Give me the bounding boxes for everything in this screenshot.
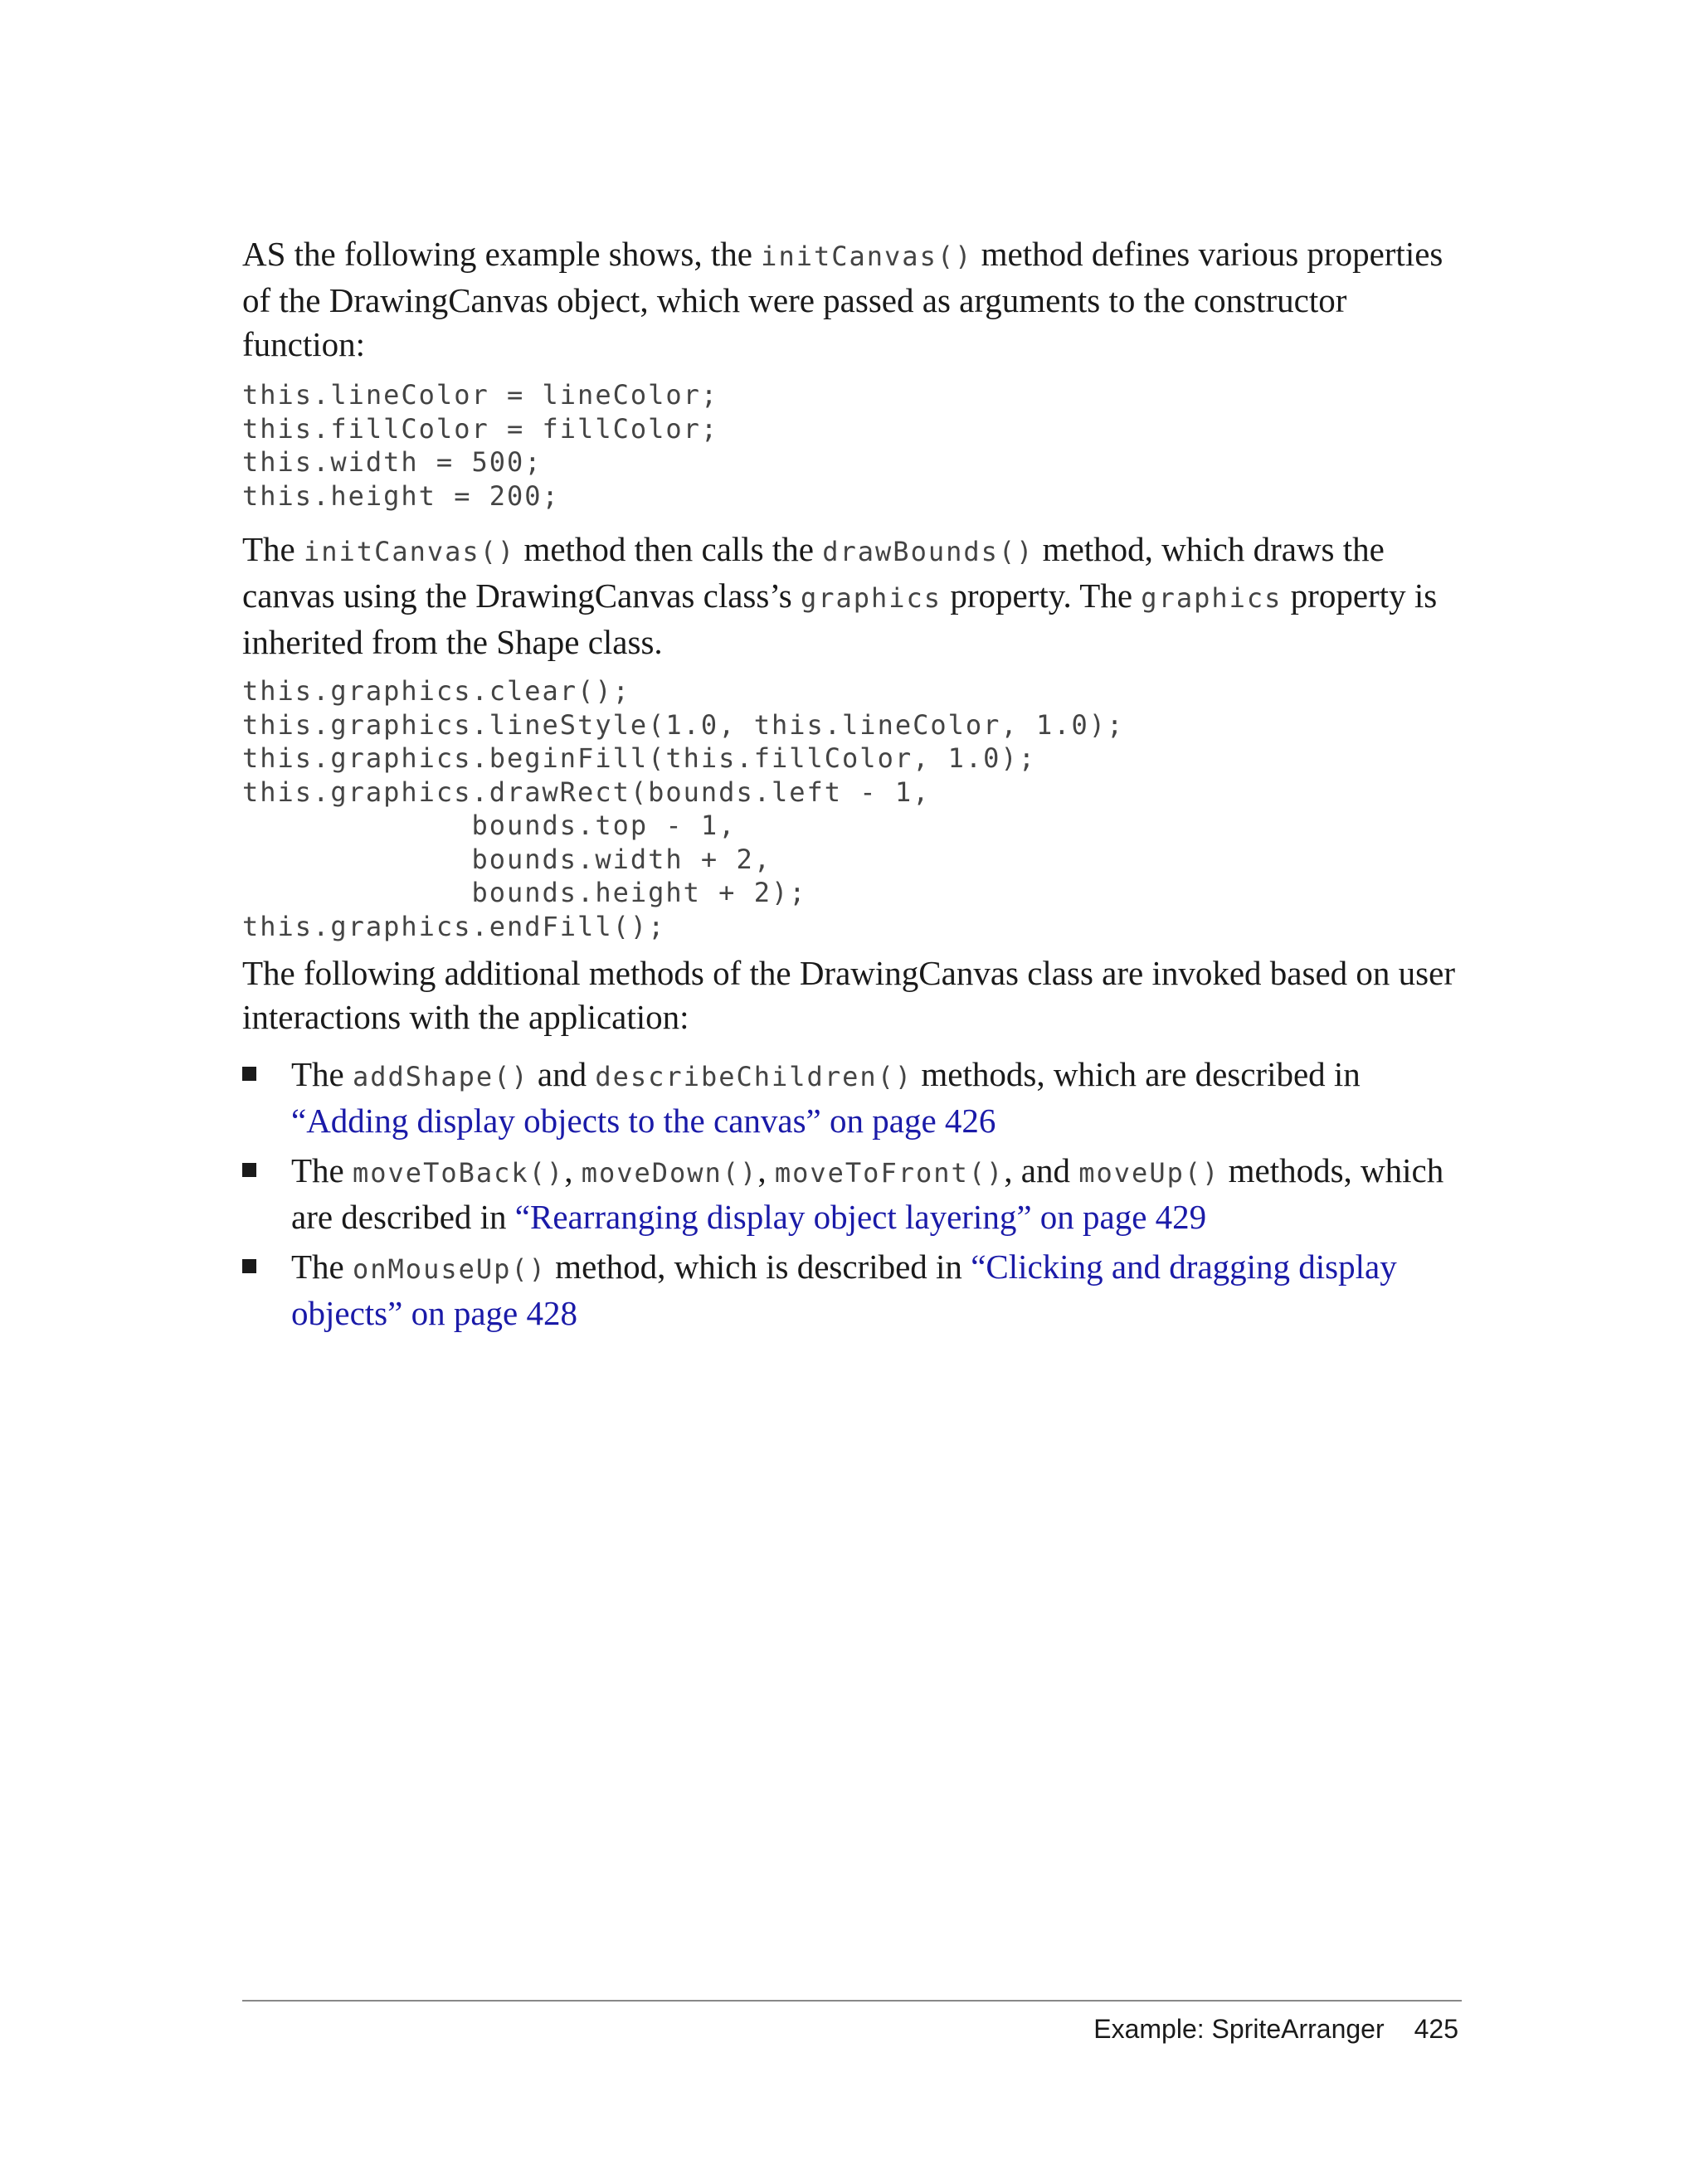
bullet-text: The [291,1248,353,1286]
page-body [242,232,1462,1341]
page-number: 425 [1414,2014,1458,2044]
paragraph-drawbounds-text-3: method, which draws the canvas using the DrawingCanvas class’s [242,530,1385,615]
square-bullet-icon [242,1163,256,1177]
paragraph-drawbounds-text-1: The [242,530,304,568]
inline-code-moveup: moveUp() [1078,1157,1220,1189]
footer-divider [242,2000,1462,2002]
footer-section-title: Example: SpriteArranger [1093,2014,1385,2044]
inline-code-describechildren: describeChildren() [595,1061,913,1092]
bullet-text: and [528,1055,596,1093]
inline-code-movetoback: moveToBack() [353,1157,565,1189]
paragraph-drawbounds-text-4: property. The [942,576,1142,615]
inline-code-drawbounds: drawBounds() [822,536,1034,567]
inline-code-movetofront: moveToFront() [774,1157,1005,1189]
inline-code-onmouseup: onMouseUp() [353,1253,547,1285]
list-item [242,1149,1462,1239]
inline-code-graphics-2: graphics [1141,582,1283,614]
bullet-text: methods, which are described in [291,1151,1444,1236]
inline-code-initcanvas: initCanvas() [761,241,973,272]
methods-bullet-list [242,1053,1462,1335]
link-clicking-dragging[interactable]: “Clicking and dragging display objects” on page 428 [291,1248,1397,1332]
paragraph-drawbounds-text-5: property is inherited from the Shape class. [242,576,1438,661]
inline-code-initcanvas-2: initCanvas() [304,536,516,567]
square-bullet-icon [242,1067,256,1081]
link-adding-display-objects[interactable]: “Adding display objects to the canvas” on page 426 [291,1102,996,1140]
paragraph-intro-text-1: AS the following example shows, the [242,235,762,273]
paragraph-drawbounds-text-2: method then calls the [515,530,823,568]
page-footer [1093,2014,1458,2045]
bullet-text: The [291,1055,353,1093]
paragraph-intro [242,232,1462,367]
code-block-properties: this.lineColor = lineColor; this.fillColor = fillColor; this.width = 500; this.height = 200; [242,379,719,512]
square-bullet-icon [242,1259,256,1273]
bullet-text: methods, which are described in [913,1055,1361,1093]
bullet-text: , [564,1151,582,1189]
inline-code-addshape: addShape() [353,1061,529,1092]
inline-code-graphics: graphics [800,582,942,614]
link-rearranging-layering[interactable]: “Rearranging display object layering” on page 429 [514,1198,1207,1236]
paragraph-additional-methods: The following additional methods of the DrawingCanvas class are invoked based on user interactions with the application: [242,954,1455,1036]
bullet-text: method, which is described in [546,1248,971,1286]
list-item [242,1053,1462,1143]
code-block-graphics: this.graphics.clear(); this.graphics.lineStyle(1.0, this.lineColor, 1.0); this.graphics.beginFill(this.fillColor, 1.0); this.graphics.drawRect(bounds.left - 1, bounds.top - 1, bounds.width + 2, bounds.height + 2); this.graphics.endFill(); [242,675,1125,942]
paragraph-drawbounds [242,528,1462,664]
paragraph-intro-text-2: method defines various properties of the DrawingCanvas object, which were passed as arguments to the constructor function: [242,235,1443,363]
bullet-text: , [757,1151,775,1189]
list-item [242,1245,1462,1335]
bullet-text: The [291,1151,353,1189]
bullet-text: , and [1004,1151,1079,1189]
inline-code-movedown: moveDown() [581,1157,758,1189]
